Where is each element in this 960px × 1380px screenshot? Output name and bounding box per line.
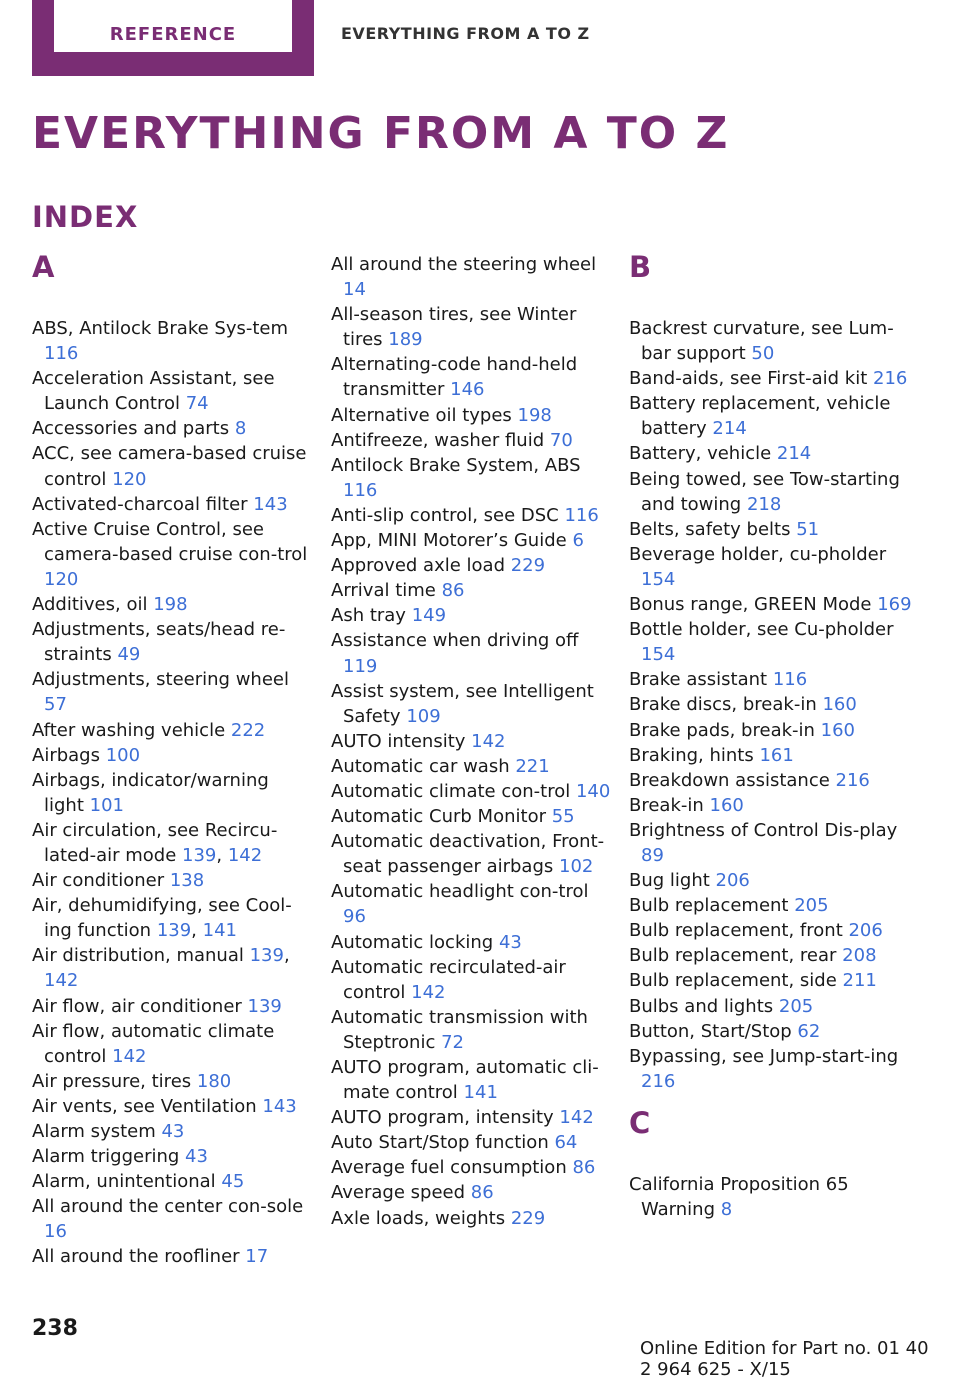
page-reference-link[interactable]: 143	[253, 493, 288, 515]
index-entry	[629, 1044, 919, 1094]
index-entry-term: Auto Start/Stop function	[331, 1132, 555, 1154]
index-entry	[331, 1155, 611, 1180]
page-reference-link[interactable]: 43	[498, 931, 522, 953]
page-reference-link[interactable]: 101	[89, 794, 124, 816]
index-entry	[629, 542, 919, 592]
index-column-1	[32, 252, 312, 1270]
index-entry-term: Alternative oil types	[331, 404, 518, 426]
index-entry	[331, 1005, 611, 1055]
index-entry-term: Adjustments, seats/head re-straints	[32, 619, 286, 666]
index-entry	[32, 1019, 312, 1069]
page-reference-link[interactable]: 139	[156, 920, 192, 942]
page-reference-link[interactable]: 45	[221, 1171, 245, 1193]
index-entry	[629, 592, 919, 617]
index-entry-term: After washing vehicle	[32, 719, 231, 741]
page-reference-link[interactable]: 116	[343, 479, 378, 501]
index-entry-term: Approved axle load	[331, 555, 511, 577]
section-tab	[32, 0, 314, 76]
page-reference-link[interactable]: 198	[517, 404, 552, 426]
index-entry-term: Average speed	[331, 1182, 471, 1204]
page-reference-link[interactable]: 216	[641, 1070, 676, 1092]
index-entry	[331, 1206, 611, 1231]
index-entry-term: Air distribution, manual	[32, 945, 250, 967]
index-entry: Air, dehumidifying, see Cool-ing function 139, 141	[32, 895, 292, 942]
index-entry	[331, 302, 611, 352]
index-entry	[32, 1194, 312, 1244]
index-entry	[629, 366, 919, 391]
page-reference-link[interactable]: 229	[510, 555, 546, 577]
index-entry	[331, 578, 611, 603]
page-reference-link[interactable]: 17	[245, 1246, 269, 1268]
page-reference-link[interactable]: 102	[559, 856, 594, 878]
index-entry	[331, 930, 611, 955]
index-entry-term: AUTO program, automatic cli-mate control	[331, 1057, 599, 1104]
page-reference-link[interactable]: 211	[842, 970, 877, 992]
index-entry	[32, 1119, 312, 1144]
index-entry	[32, 868, 312, 893]
index-entry-term: Air flow, automatic climate control	[32, 1020, 275, 1067]
page-reference-link[interactable]: 49	[117, 644, 141, 666]
index-letter-heading: B	[629, 250, 652, 284]
page-reference-link[interactable]: 169	[877, 594, 912, 616]
page-reference-link[interactable]: 198	[153, 594, 188, 616]
index-entry-term: Additives, oil	[32, 594, 154, 616]
index-entry	[32, 441, 312, 491]
page-reference-link[interactable]: 119	[343, 655, 378, 677]
page-reference-link[interactable]: 216	[873, 368, 908, 390]
index-entry-term: Air conditioner	[32, 870, 170, 892]
index-entry-term: Average fuel consumption	[331, 1157, 573, 1179]
page-reference-link[interactable]: 70	[549, 429, 573, 451]
index-entry-term: Breakdown assistance	[629, 769, 836, 791]
page-reference-link[interactable]: 89	[641, 844, 664, 866]
index-entry-term: Brake pads, break-in	[629, 719, 821, 741]
index-entry-term: ABS, Antilock Brake Sys-tem	[32, 318, 289, 339]
index-entry-term: Accessories and parts	[32, 418, 235, 440]
index-entry-term: Brake assistant	[629, 669, 773, 691]
index-entry-term: Activated-charcoal filter	[32, 493, 254, 515]
page-reference-link[interactable]: 154	[641, 568, 676, 590]
index-entry	[331, 428, 611, 453]
page-reference-link[interactable]: 206	[848, 920, 883, 942]
index-entry-term: Antifreeze, washer fluid	[331, 429, 550, 451]
page-reference-link[interactable]: 142	[112, 1045, 147, 1067]
index-entry-term: Bulb replacement	[629, 895, 795, 917]
index-entry	[331, 503, 611, 528]
edition-footer: Online Edition for Part no. 01 40 2 964 625 - X/15	[640, 1338, 929, 1380]
index-entry	[629, 743, 919, 768]
page-reference-link[interactable]: 218	[746, 493, 782, 515]
index-entry	[629, 441, 919, 466]
index-entry	[331, 453, 611, 503]
index-entry-term: California Proposition 65 Warning	[629, 1173, 849, 1220]
page-reference-link[interactable]: 141	[463, 1082, 498, 1104]
page-reference-link[interactable]: 229	[510, 1207, 546, 1229]
index-entry-term: Bottle holder, see Cu-pholder	[629, 619, 894, 641]
page-reference-link[interactable]: 64	[554, 1132, 578, 1154]
index-entry-term: Automatic recirculated-air control	[331, 956, 566, 1003]
page-reference-link[interactable]: 138	[169, 870, 205, 892]
page-reference-link[interactable]: 72	[441, 1031, 464, 1053]
page-reference-link[interactable]: 100	[105, 744, 141, 766]
page-reference-link[interactable]: 142	[44, 970, 79, 992]
index-entry-term: Air vents, see Ventilation	[32, 1095, 263, 1117]
index-entry-term: Brightness of Control Dis-play	[629, 819, 898, 841]
index-entry-term: Automatic Curb Monitor	[331, 806, 552, 828]
index-entry	[629, 1019, 919, 1044]
page-reference-link[interactable]: 14	[343, 279, 366, 301]
index-entry	[331, 1105, 611, 1130]
index-entry	[331, 403, 611, 428]
page-reference-link[interactable]: 6	[572, 530, 584, 552]
index-entry-term: Bulb replacement, rear	[629, 945, 843, 967]
index-entry-term: All around the roofliner	[32, 1246, 246, 1268]
page-reference-link[interactable]: 96	[343, 906, 366, 928]
index-entry-term: Air flow, air conditioner	[32, 995, 248, 1017]
index-entry	[629, 667, 919, 692]
index-entry-term: Automatic car wash	[331, 755, 516, 777]
index-entry	[331, 628, 611, 678]
index-entry-term: Being towed, see Tow-starting and towing	[629, 468, 900, 515]
index-entry	[32, 416, 312, 441]
index-entry	[32, 1244, 312, 1269]
index-entry-term: Automatic climate con-trol	[331, 780, 576, 802]
index-entry-term: Bypassing, see Jump-start-ing	[629, 1045, 899, 1067]
page-reference-link[interactable]: 180	[196, 1070, 232, 1092]
index-entry-term: Alarm triggering	[32, 1146, 186, 1168]
index-letter-heading: A	[32, 250, 55, 284]
index-entry-term: Automatic headlight con-trol	[331, 881, 589, 903]
page-reference-link[interactable]: 86	[441, 580, 465, 602]
index-entry-term: AUTO program, intensity	[331, 1107, 560, 1129]
page-reference-link[interactable]: 141	[202, 920, 237, 942]
index-entry-term: Air, dehumidifying, see Cool-ing function	[32, 895, 292, 942]
index-entry: Air distribution, manual 139, 142	[32, 945, 290, 992]
index-entry-term: Alarm, unintentional	[32, 1171, 222, 1193]
index-entry-term: Alternating-code hand-held transmitter	[331, 354, 578, 401]
index-entry	[331, 804, 611, 829]
index-entry	[32, 667, 312, 717]
index-entry	[629, 918, 919, 943]
index-entry	[32, 1169, 312, 1194]
page-reference-link[interactable]: 160	[822, 694, 857, 716]
index-entry	[629, 467, 919, 517]
page-reference-link[interactable]: 116	[44, 343, 79, 365]
index-entry	[629, 968, 919, 993]
index-entry	[629, 943, 919, 968]
index-entry-term: All-season tires, see Winter tires	[331, 304, 577, 351]
index-entry-term: Automatic locking	[331, 931, 499, 953]
index-entry	[629, 517, 919, 542]
index-entry	[331, 252, 611, 302]
index-entry-term: Air circulation, see Recircu-lated-air mode	[32, 819, 278, 866]
page-reference-link[interactable]: 51	[796, 518, 820, 540]
page-reference-link[interactable]: 43	[161, 1121, 185, 1142]
running-header-title: EVERYTHING FROM A TO Z	[341, 24, 590, 43]
page-reference-link[interactable]: 120	[44, 568, 79, 590]
index-entry-term: Antilock Brake System, ABS	[331, 454, 581, 476]
index-entry	[331, 779, 611, 804]
index-entry-term: Battery replacement, vehicle battery	[629, 393, 891, 440]
index-entry	[32, 592, 312, 617]
index-entry: Air circulation, see Recircu-lated-air mode 139, 142	[32, 819, 278, 866]
page-reference-link[interactable]: 142	[411, 981, 446, 1003]
index-entry	[331, 1130, 611, 1155]
index-entry	[32, 718, 312, 743]
index-entry-term: Automatic deactivation, Front-seat passenger airbags	[331, 831, 605, 878]
page-reference-link[interactable]: 116	[772, 669, 808, 691]
page-reference-link[interactable]: 154	[641, 644, 676, 666]
page-reference-link[interactable]: 222	[230, 719, 266, 741]
index-entry	[32, 492, 312, 517]
page-reference-link[interactable]: 86	[470, 1182, 494, 1204]
index-entry-term: Ash tray	[331, 605, 412, 627]
page-title: EVERYTHING FROM A TO Z	[32, 108, 730, 159]
index-entry	[331, 553, 611, 578]
page-reference-link[interactable]: 214	[712, 418, 747, 440]
page-reference-link[interactable]: 139	[247, 995, 282, 1017]
page-reference-link[interactable]: 8	[720, 1199, 733, 1220]
page-reference-link[interactable]: 57	[44, 694, 67, 716]
index-entry	[629, 768, 919, 793]
index-entry-term: Bulb replacement, side	[629, 970, 843, 992]
index-entry	[331, 352, 611, 402]
page-reference-link[interactable]: 16	[44, 1221, 67, 1243]
page-reference-link[interactable]: 208	[842, 945, 877, 967]
index-entry-term: All around the steering wheel	[331, 254, 597, 275]
index-entry-term: Airbags, indicator/warning light	[32, 769, 269, 816]
index-entry	[331, 679, 611, 729]
page-reference-link[interactable]: 142	[227, 844, 263, 866]
index-entry-term: Beverage holder, cu-pholder	[629, 543, 887, 565]
index-entry	[629, 893, 919, 918]
index-entry-term: Band-aids, see First-aid kit	[629, 368, 873, 390]
index-entry	[331, 1180, 611, 1205]
index-entry-term: Airbags	[32, 744, 106, 766]
index-entry	[331, 955, 611, 1005]
index-entry-term: Adjustments, steering wheel	[32, 669, 289, 691]
index-entry	[32, 617, 312, 667]
page-reference-link[interactable]: 140	[575, 780, 611, 802]
page-reference-link[interactable]: 8	[234, 418, 247, 440]
index-entry	[331, 1055, 611, 1105]
page-reference-link[interactable]: 221	[515, 755, 550, 777]
page-reference-link[interactable]: 139	[182, 844, 217, 866]
index-entry	[32, 517, 312, 592]
index-column-2	[331, 252, 611, 1231]
page-reference-link[interactable]: 43	[185, 1146, 208, 1168]
index-entry	[331, 603, 611, 628]
index-entry	[629, 391, 919, 441]
index-entry-term: Bulb replacement, front	[629, 920, 849, 942]
page-reference-link[interactable]: 161	[759, 744, 794, 766]
index-entry-term: Belts, safety belts	[629, 518, 797, 540]
index-entry-term: Axle loads, weights	[331, 1207, 511, 1229]
index-entry	[629, 1172, 919, 1222]
page-reference-link[interactable]: 143	[262, 1095, 297, 1117]
index-entry	[629, 617, 919, 667]
page-reference-link[interactable]: 189	[388, 329, 423, 351]
page-reference-link[interactable]: 62	[797, 1020, 821, 1042]
index-entry-term: Anti-slip control, see DSC	[331, 504, 565, 526]
index-entry-term: All around the center con-sole	[32, 1196, 304, 1218]
index-entry	[32, 1144, 312, 1169]
page-reference-link[interactable]: 50	[751, 343, 775, 365]
index-entry	[629, 793, 919, 818]
index-entry	[331, 829, 611, 879]
index-entry	[629, 818, 919, 868]
index-entry-term: Brake discs, break-in	[629, 694, 823, 716]
page-reference-link[interactable]: 214	[776, 443, 812, 465]
page-reference-link[interactable]: 120	[112, 468, 147, 490]
index-entry	[629, 994, 919, 1019]
page-reference-link[interactable]: 149	[411, 605, 447, 627]
page-reference-link[interactable]: 74	[185, 393, 209, 415]
index-entry	[32, 316, 312, 366]
index-entry	[629, 692, 919, 717]
page-reference-link[interactable]: 160	[709, 794, 744, 816]
index-entry-term: Break-in	[629, 794, 710, 816]
index-entry-term: Battery, vehicle	[629, 443, 777, 465]
index-entry	[331, 754, 611, 779]
index-entry-term: Air pressure, tires	[32, 1070, 197, 1092]
page-reference-link[interactable]: 139	[249, 945, 284, 967]
page-reference-link[interactable]: 205	[794, 895, 829, 917]
index-entry-term: Braking, hints	[629, 744, 760, 766]
page-reference-link[interactable]: 206	[715, 870, 750, 892]
index-subtitle: INDEX	[32, 200, 139, 234]
index-entry	[32, 743, 312, 768]
page-reference-link[interactable]: 205	[778, 995, 814, 1017]
page-reference-link[interactable]: 109	[406, 705, 441, 727]
index-entry-term: Active Cruise Control, see camera-based cruise con-trol	[32, 518, 308, 565]
index-entry	[32, 768, 312, 818]
page-reference-link[interactable]: 142	[559, 1107, 594, 1129]
index-entry-term: Acceleration Assistant, see Launch Control	[32, 368, 275, 415]
index-letter-heading: C	[629, 1105, 651, 1140]
index-entry-term: App, MINI Motorer’s Guide	[331, 530, 573, 552]
index-entry	[32, 994, 312, 1019]
index-entry	[32, 1069, 312, 1094]
page-reference-link[interactable]: 86	[572, 1157, 596, 1179]
index-entry-term: Bug light	[629, 870, 716, 892]
index-column-3	[629, 252, 919, 1222]
index-entry-term: Bulbs and lights	[629, 995, 779, 1017]
index-entry	[629, 316, 919, 366]
section-tab-label: REFERENCE	[54, 0, 292, 52]
index-entry-term: Assist system, see Intelligent Safety	[331, 680, 594, 727]
index-entry-term: Assistance when driving off	[331, 630, 579, 652]
index-entry	[331, 528, 611, 553]
index-entry-term: AUTO intensity	[331, 730, 472, 752]
index-entry	[629, 868, 919, 893]
page-reference-link[interactable]: 116	[564, 504, 599, 526]
page-reference-link[interactable]: 55	[551, 806, 575, 828]
index-entry-term: Button, Start/Stop	[629, 1020, 798, 1042]
index-entry-term: Alarm system	[32, 1121, 162, 1142]
page-number: 238	[32, 1316, 78, 1341]
index-entry-term: Backrest curvature, see Lum-bar support	[629, 318, 894, 365]
page-reference-link[interactable]: 142	[471, 730, 506, 752]
index-entry-term: Bonus range, GREEN Mode	[629, 594, 878, 616]
index-entry	[331, 729, 611, 754]
index-entry	[331, 879, 611, 929]
index-entry-term: Arrival time	[331, 580, 442, 602]
index-entry-term: Automatic transmission with Steptronic	[331, 1006, 588, 1053]
index-entry	[32, 1094, 312, 1119]
page-reference-link[interactable]: 160	[820, 719, 856, 741]
page-reference-link[interactable]: 146	[450, 379, 485, 401]
index-entry-term: ACC, see camera-based cruise control	[32, 443, 307, 490]
index-entry	[629, 718, 919, 743]
index-entry	[32, 366, 312, 416]
page-reference-link[interactable]: 216	[835, 769, 870, 791]
